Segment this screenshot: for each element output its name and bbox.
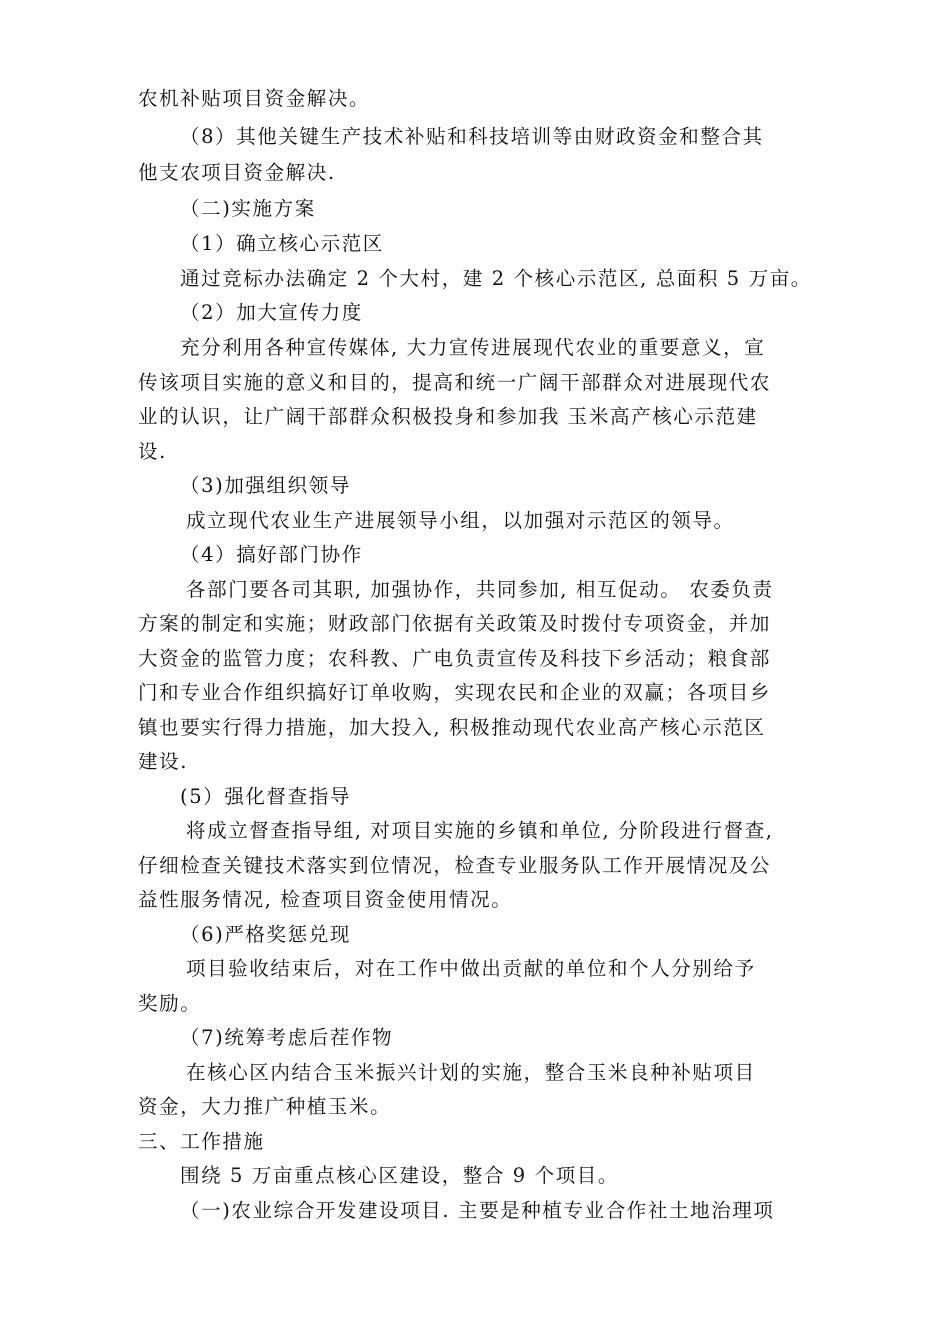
text-line: 镇也要实行得力措施，加大投入, 积极推动现代农业高产核心示范区 bbox=[138, 716, 766, 739]
text-line: 围绕 5 万亩重点核心区建设，整合 9 个项目。 bbox=[180, 1164, 620, 1187]
text-line: 项目验收结束后，对在工作中做出贡献的单位和个人分别给予 bbox=[186, 957, 756, 980]
text-line: 方案的制定和实施；财政部门依据有关政策及时拨付专项资金，并加 bbox=[138, 612, 772, 635]
subsection-heading: (5）强化督查指导 bbox=[180, 785, 351, 808]
text-line: 业的认识，让广阔干部群众积极投身和参加我 玉米高产核心示范建 bbox=[138, 405, 758, 428]
text-line: 门和专业合作组织搞好订单收购，实现农民和企业的双赢；各项目乡 bbox=[138, 681, 772, 704]
subsection-heading: （1）确立核心示范区 bbox=[180, 232, 384, 255]
text-line: 仔细检查关键技术落实到位情况，检查专业服务队工作开展情况及公 bbox=[138, 854, 772, 877]
section-heading: （二)实施方案 bbox=[180, 197, 316, 220]
subsection-heading: （3)加强组织领导 bbox=[180, 474, 351, 497]
text-line: 建设. bbox=[138, 750, 188, 773]
text-line: 奖励。 bbox=[138, 992, 202, 1015]
text-line: 益性服务情况, 检查项目资金使用情况。 bbox=[138, 888, 513, 911]
section-heading: （一)农业综合开发建设项目. 主要是种植专业合作社土地治理项 bbox=[180, 1199, 775, 1222]
section-heading: 三、工作措施 bbox=[138, 1130, 265, 1153]
text-line: 设. bbox=[138, 440, 167, 463]
text-line: 资金，大力推广种植玉米。 bbox=[138, 1095, 392, 1118]
text-line: 各部门要各司其职, 加强协作，共同参加, 相互促动。 农委负责 bbox=[186, 578, 774, 601]
subsection-heading: （7)统筹考虑后茬作物 bbox=[180, 1026, 394, 1049]
text-line: 农机补贴项目资金解决。 bbox=[138, 87, 371, 110]
text-line: 他支农项目资金解决. bbox=[138, 161, 336, 184]
subsection-heading: （4）搞好部门协作 bbox=[180, 543, 363, 566]
subsection-heading: （2）加大宣传力度 bbox=[180, 301, 363, 324]
text-line: 将成立督查指导组, 对项目实施的乡镇和单位, 分阶段进行督查, bbox=[186, 819, 774, 842]
text-line: 充分利用各种宣传媒体, 大力宣传进展现代农业的重要意义，宣 bbox=[180, 336, 766, 359]
text-line: 通过竞标办法确定 2 个大村，建 2 个核心示范区, 总面积 5 万亩。 bbox=[180, 267, 812, 290]
text-line: 传该项目实施的意义和目的，提高和统一广阔干部群众对进展现代农 bbox=[138, 371, 772, 394]
text-line: 在核心区内结合玉米振兴计划的实施，整合玉米良种补贴项目 bbox=[186, 1061, 756, 1084]
subsection-heading: （6)严格奖惩兑现 bbox=[180, 923, 351, 946]
text-line: 大资金的监管力度；农科教、广电负责宣传及科技下乡活动；粮食部 bbox=[138, 647, 772, 670]
text-line: 成立现代农业生产进展领导小组，以加强对示范区的领导。 bbox=[186, 509, 735, 532]
text-line: （8）其他关键生产技术补贴和科技培训等由财政资金和整合其 bbox=[180, 125, 764, 148]
